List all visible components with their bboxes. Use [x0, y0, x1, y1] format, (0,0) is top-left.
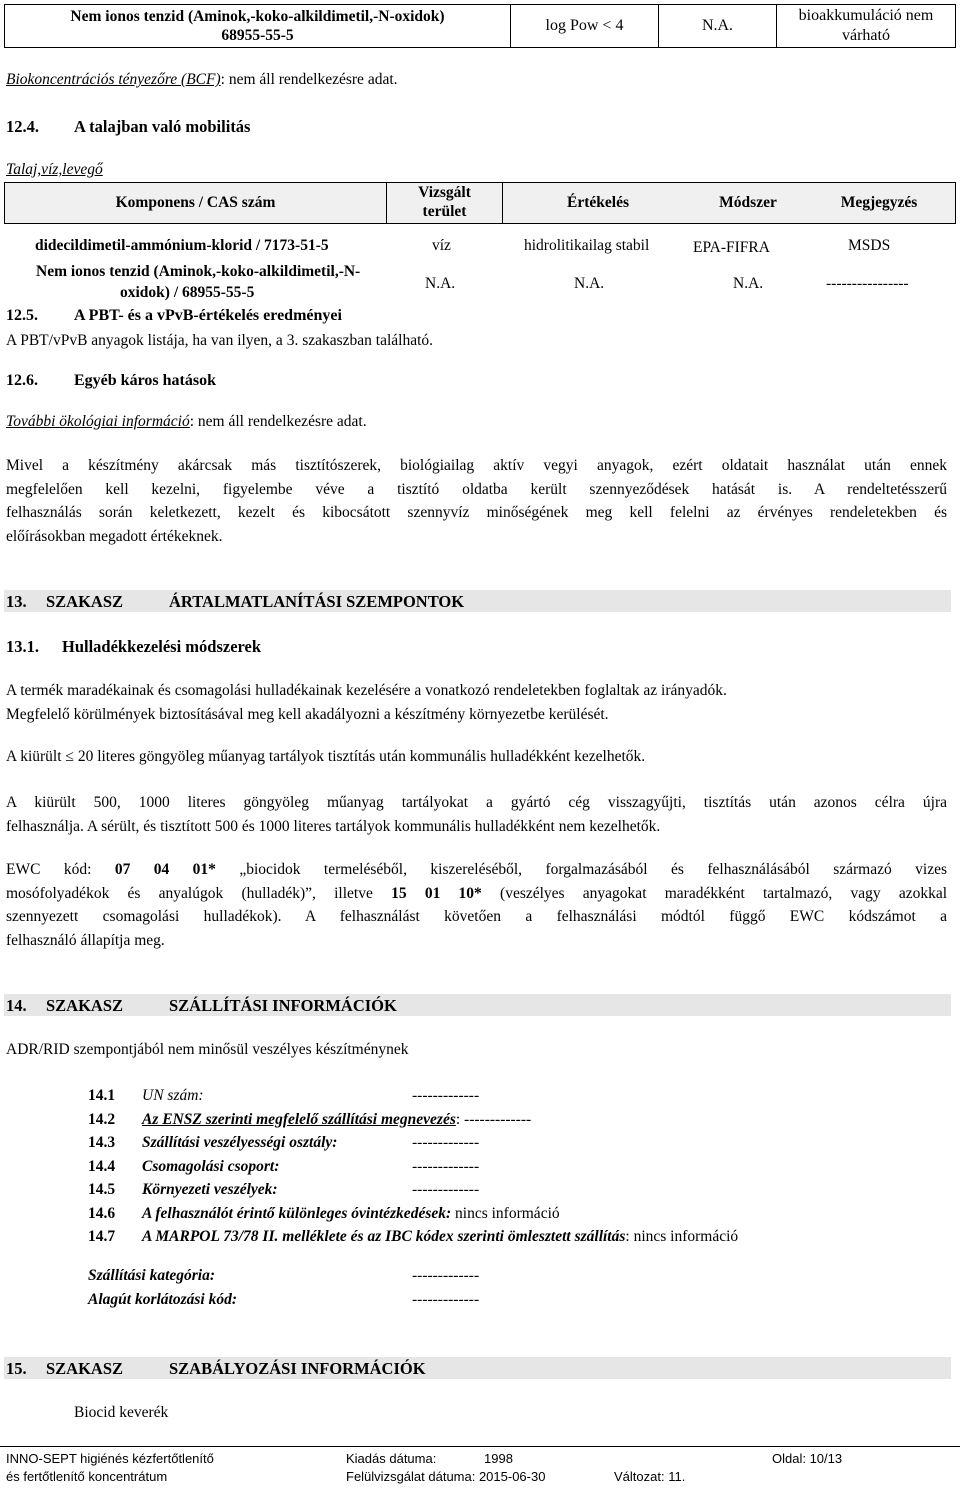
- section-13-1-heading: [6, 636, 262, 657]
- section-14-word: SZAKASZ: [46, 996, 124, 1015]
- eco-info-line: [6, 412, 367, 432]
- top-na: N.A.: [701, 17, 734, 34]
- adr-text: ADR/RID szempontjából nem minősül veszélyes készítménynek: [6, 1041, 409, 1058]
- section-13-bar: [4, 590, 951, 612]
- waste-paragraph-1-line: A termék maradékainak és csomagolási hulladékainak kezelésére a vonatkozó rendeletekben foglaltak az irányadók.: [6, 682, 727, 699]
- waste-paragraph-3-line: felhasználja. A sérült, és tisztított 500 és 1000 literes tartályok kommunális hulladékként nem kezelhetők.: [6, 817, 661, 835]
- footer-version: Változat: 11.: [614, 1469, 686, 1484]
- footer-issue-value: 1998: [484, 1451, 513, 1466]
- header-evaluation: Értékelés: [567, 193, 629, 211]
- section-15-num: 15.: [6, 1359, 27, 1378]
- mobility-row-2-component-1: Nem ionos tenzid (Aminok,-koko-alkildimetil,-N-: [36, 263, 361, 280]
- transport-extra-item: Szállítási kategória: -------------: [88, 1267, 480, 1284]
- top-bioacc-cell: [777, 5, 955, 47]
- waste-paragraph-1-line: Megfelelő körülmények biztosításával meg kell akadályozni a készítmény környezetbe kerülését.: [6, 705, 609, 723]
- ewc-line-2: mosófolyadékok és anyalúgok (hulladék)”, illetve 15 01 10* (veszélyes anyagokat maradékként tartalmazó, vagy azokkal: [6, 884, 948, 902]
- mobility-row-1-evaluation: hidrolitikailag stabil: [524, 237, 650, 254]
- waste-p2-after: 20 literes göngyöleg műanyag tartályok tisztítás után kommunális hulladékként kezelhetők.: [77, 748, 646, 765]
- transport-item: 14.6 A felhasználót érintő különleges óvintézkedések: nincs információ: [88, 1204, 560, 1222]
- transport-item: 14.4 Csomagolási csoport: -------------: [88, 1157, 480, 1175]
- transport-item: 14.2 Az ENSZ szerinti megfelelő szállítási megnevezés: -------------: [88, 1110, 532, 1128]
- footer-issue-label: Kiadás dátuma:: [346, 1451, 437, 1466]
- eco-info-value: : nem áll rendelkezésre adat.: [189, 413, 367, 430]
- section-13-num: 13.: [6, 592, 27, 611]
- footer-rule: [0, 1446, 960, 1447]
- footer-product-1: INNO-SEPT higiénés kézfertőtlenítő: [6, 1451, 214, 1466]
- section-12-5-heading: [6, 306, 342, 327]
- mobility-row-2-method: N.A.: [733, 275, 764, 292]
- ewc-line-4: felhasználó állapítja meg.: [6, 931, 165, 949]
- waste-p2-le: ≤: [65, 748, 74, 765]
- mobility-row-2-note: ----------------: [826, 275, 909, 292]
- top-logpow: log Pow < 4: [545, 17, 624, 34]
- eco-paragraph-line: előírásokban megadott értékeknek.: [6, 527, 223, 545]
- transport-extra-item: Alagút korlátozási kód: -------------: [88, 1290, 480, 1308]
- section-15-word: SZAKASZ: [46, 1359, 124, 1378]
- waste-paragraph-1: [6, 679, 947, 726]
- ewc-code-2: 15 01 10*: [391, 884, 482, 902]
- eco-paragraph-line: felhasználás során keletkezett, kezelt és kibocsátott szennyvíz minőségének meg kell felelni az érvényes rendeletekben és: [6, 504, 947, 521]
- mobility-row-1-component: didecildimetil-ammónium-klorid / 7173-51-5: [35, 237, 329, 254]
- transport-item: 14.7 A MARPOL 73/78 II. melléklete és az IBC kódex szerinti ömlesztett szállítás: nincs információ: [88, 1228, 739, 1245]
- header-note: Megjegyzés: [840, 193, 918, 211]
- section-12-4-num: 12.4.: [6, 117, 39, 136]
- eco-paragraph-line: Mivel a készítmény akárcsak más tisztítószerek, biológiailag aktív vegyi anyagok, ezért oldatait használat után ennek: [6, 457, 947, 474]
- header-area: Vizsgált terület: [387, 183, 503, 223]
- section-12-4-heading: [6, 116, 251, 137]
- section-14-num: 14.: [6, 996, 27, 1015]
- section-14-title: SZÁLLÍTÁSI INFORMÁCIÓK: [169, 996, 397, 1015]
- mobility-row-1-method: EPA-FIFRA: [693, 239, 770, 256]
- top-component-cas: 68955-55-5: [221, 27, 294, 44]
- waste-p2-before: A kiürült: [6, 748, 62, 765]
- waste-paragraph-3: [6, 791, 947, 838]
- header-method: Módszer: [719, 193, 777, 211]
- section-14-bar: [4, 994, 951, 1016]
- ewc-code-1: 07 04 01*: [114, 861, 216, 878]
- top-bioacc-1: bioakkumuláció nem: [798, 7, 934, 24]
- footer-product-2: és fertőtlenítő koncentrátum: [6, 1469, 168, 1484]
- top-component-cell: [5, 5, 511, 47]
- section-13-1-title: Hulladékkezelési módszerek: [62, 637, 262, 656]
- biocid-text: Biocid keverék: [74, 1404, 169, 1421]
- top-table-row: [4, 4, 956, 48]
- section-12-6-title: Egyéb káros hatások: [74, 372, 216, 389]
- mobility-row-2-component-2: oxidok) / 68955-55-5: [120, 284, 255, 301]
- eco-paragraph: [6, 454, 947, 548]
- transport-item: 14.1 UN szám: -------------: [88, 1087, 480, 1104]
- section-15-bar: [4, 1357, 951, 1379]
- footer-page: Oldal: 10/13: [772, 1451, 843, 1466]
- bcf-label: Biokoncentrációs tényezőre (BCF): [6, 71, 221, 88]
- section-13-1-num: 13.1.: [6, 637, 39, 656]
- transport-item: 14.5 Környezeti veszélyek: -------------: [88, 1181, 480, 1198]
- section-12-4-title: A talajban való mobilitás: [74, 117, 251, 136]
- ewc-paragraph: [6, 858, 947, 952]
- top-component-name: Nem ionos tenzid (Aminok,-koko-alkildimetil,-N-oxidok): [70, 7, 445, 25]
- talaj-label: Talaj,víz,levegő: [6, 161, 103, 178]
- transport-item: 14.3 Szállítási veszélyességi osztály: -------------: [88, 1134, 480, 1151]
- bcf-line: [6, 70, 398, 90]
- eco-info-label: További ökológiai információ: [6, 413, 190, 430]
- transport-list: [88, 1086, 948, 1251]
- header-component: Komponens / CAS szám: [5, 183, 387, 223]
- waste-paragraph-3-line: A kiürült 500, 1000 literes göngyöleg műanyag tartályokat a gyártó cég visszagyűjti, tisztítás után azonos célra újra: [6, 794, 947, 811]
- section-12-5-text: A PBT/vPvB anyagok listája, ha van ilyen, a 3. szakaszban található.: [6, 332, 434, 349]
- top-na-cell: [659, 5, 777, 47]
- waste-paragraph-2: [6, 747, 645, 767]
- section-13-title: ÁRTALMATLANÍTÁSI SZEMPONTOK: [169, 592, 465, 611]
- mobility-table-header: [4, 182, 956, 224]
- section-15-title: SZABÁLYOZÁSI INFORMÁCIÓK: [169, 1359, 426, 1378]
- mobility-row-1-note: MSDS: [848, 237, 891, 254]
- footer-revision: Felülvizsgálat dátuma: 2015-06-30: [346, 1469, 546, 1484]
- bcf-value: : nem áll rendelkezésre adat.: [220, 71, 398, 88]
- section-13-word: SZAKASZ: [46, 592, 124, 611]
- section-12-5-title: A PBT- és a vPvB-értékelés eredményei: [74, 307, 342, 324]
- top-logpow-cell: [511, 5, 659, 47]
- eco-paragraph-line: megfelelően kell kezelni, figyelembe véve a tisztító oldatba került szennyeződések hatását is. A rendeltetésszerű: [6, 480, 947, 498]
- mobility-row-2-area: N.A.: [425, 275, 456, 292]
- section-12-6-heading: [6, 371, 216, 392]
- section-12-5-num: 12.5.: [6, 307, 38, 324]
- top-bioacc-2: várható: [842, 27, 890, 44]
- mobility-row-1-area: víz: [432, 237, 451, 254]
- mobility-row-2-evaluation: N.A.: [574, 275, 605, 292]
- section-12-6-num: 12.6.: [6, 372, 38, 389]
- ewc-line-3: szennyezett csomagolási hulladékok). A felhasználást követően a felhasználási módtól függő EWC kódszámot a: [6, 908, 947, 925]
- transport-extra: [88, 1266, 588, 1313]
- ewc-line-1: EWC kód: 07 04 01* „biocidok termeléséből, kiszereléséből, forgalmazásából és felhasználásából származó vizes: [6, 861, 947, 878]
